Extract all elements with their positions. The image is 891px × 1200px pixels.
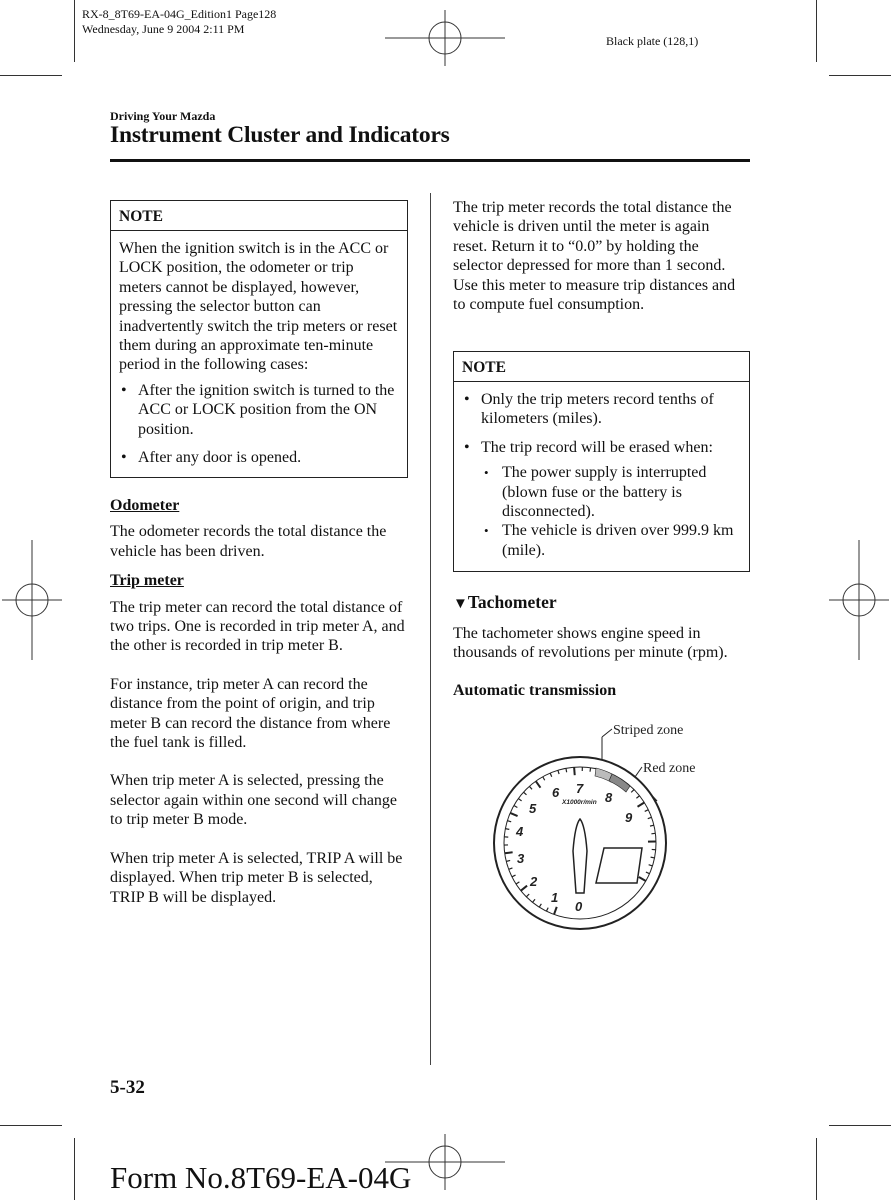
print-date-line: Wednesday, June 9 2004 2:11 PM [82,22,245,36]
left-column-body [110,496,410,907]
note-sub-bullet-list [462,463,741,560]
gauge-numeral: 9 [625,810,633,825]
red-zone-label: Red zone [643,761,696,776]
note-box-right [453,351,750,572]
crop-mark [829,75,891,76]
column-divider [430,193,431,1065]
gauge-tick [574,767,575,775]
note-bullet: • After the ignition switch is turned to the ACC or LOCK position from the ON position. [119,381,399,439]
trip-meter-heading: Trip meter [110,572,184,590]
red-zone-leader [635,767,642,777]
crop-mark [74,1138,75,1200]
note-heading: NOTE [111,201,407,231]
registration-mark-top [385,10,505,66]
page-number: 5-32 [110,1077,145,1098]
section-label: Driving Your Mazda [110,109,216,123]
tachometer-title: Tachometer [467,592,557,612]
crop-mark [829,1125,891,1126]
gauge-tick [590,768,591,772]
note-bullet-list [119,381,399,468]
note-bullet-list [462,390,741,457]
note-heading: NOTE [454,352,749,382]
tachometer-text: The tachometer shows engine speed in thousands of revolutions per minute (rpm). [453,625,728,662]
gauge-tick [566,768,567,772]
crop-mark [0,75,62,76]
trip-meter-paragraph: The trip meter can record the total distance of two trips. One is recorded in trip meter A, and the other is recorded in trip meter B. [110,598,405,655]
plate-label: Black plate (128,1) [606,34,699,48]
form-number: Form No.8T69-EA-04G [110,1160,412,1195]
trip-meter-reset-text: The trip meter records the total distance the vehicle is driven until the meter is again reset. Return it to “0.0” by holding the selector depressed for more than 1 second. Use this meter to measure trip distances and to compute fuel consumption. [453,199,736,314]
trip-meter-paragraph: When trip meter A is selected, TRIP A will be displayed. When trip meter B is selected, TRIP B will be displayed. [110,849,403,906]
gauge-numeral: 0 [575,899,583,914]
note-sub-bullet: • The power supply is interrupted (blown fuse or the battery is disconnected). [482,463,741,521]
title-rule [110,159,750,162]
note-content [111,231,407,467]
gauge-numeral: 4 [516,824,524,839]
gauge-unit-label: X1000r/min [562,799,597,806]
tachometer-heading [453,592,557,613]
triangle-marker-icon: ▼ [453,596,468,612]
striped-zone-label: Striped zone [613,723,684,738]
note-sub-bullet: • The vehicle is driven over 999.9 km (mile). [482,521,741,560]
gauge-numeral: 2 [530,874,538,889]
page-title: Instrument Cluster and Indicators [110,122,450,148]
gauge-display-window [596,848,642,883]
note-content [454,382,749,560]
gauge-numeral: 8 [605,790,613,805]
print-file-line: RX-8_8T69-EA-04G_Edition1 Page128 [82,7,277,21]
note-bullet: • Only the trip meters record tenths of kilometers (miles). [462,390,741,429]
gauge-numeral: 5 [529,801,537,816]
transmission-label: Automatic transmission [453,682,617,699]
registration-mark-left [2,540,62,660]
print-info [82,7,276,37]
tachometer-illustration [480,715,710,940]
gauge-tick [505,829,509,830]
trip-meter-paragraph: For instance, trip meter A can record the distance from the point of origin, and trip meter B can record the distance from where the fuel tank is filled. [110,675,391,752]
note-intro: When the ignition switch is in the ACC or LOCK position, the odometer or trip meters cannot be displayed, however, pressing the selector button can inadvertently switch the trip meters or reset them during an approximate ten-minute period in the following cases: [119,240,398,374]
crop-mark [0,1125,62,1126]
gauge-tick [651,833,655,834]
note-bullet: • The trip record will be erased when: [462,438,741,457]
note-bullet: • After any door is opened. [119,448,399,467]
gauge-needle [573,819,587,893]
odometer-heading: Odometer [110,497,180,514]
striped-zone-leader [602,729,612,737]
registration-mark-right [829,540,889,660]
gauge-tick [505,852,513,853]
gauge-numeral: 1 [551,890,559,905]
gauge-numeral: 3 [517,851,525,866]
crop-mark [74,0,75,62]
trip-meter-paragraph: When trip meter A is selected, pressing the selector again within one second will change to trip meter B mode. [110,772,398,829]
crop-mark [816,1138,817,1200]
gauge-numeral: 7 [576,781,584,796]
crop-mark [816,0,817,62]
note-box-left [110,200,408,478]
gauge-numeral: 6 [552,785,560,800]
odometer-text: The odometer records the total distance the vehicle has been driven. [110,523,387,560]
gauge-tick [651,857,655,858]
